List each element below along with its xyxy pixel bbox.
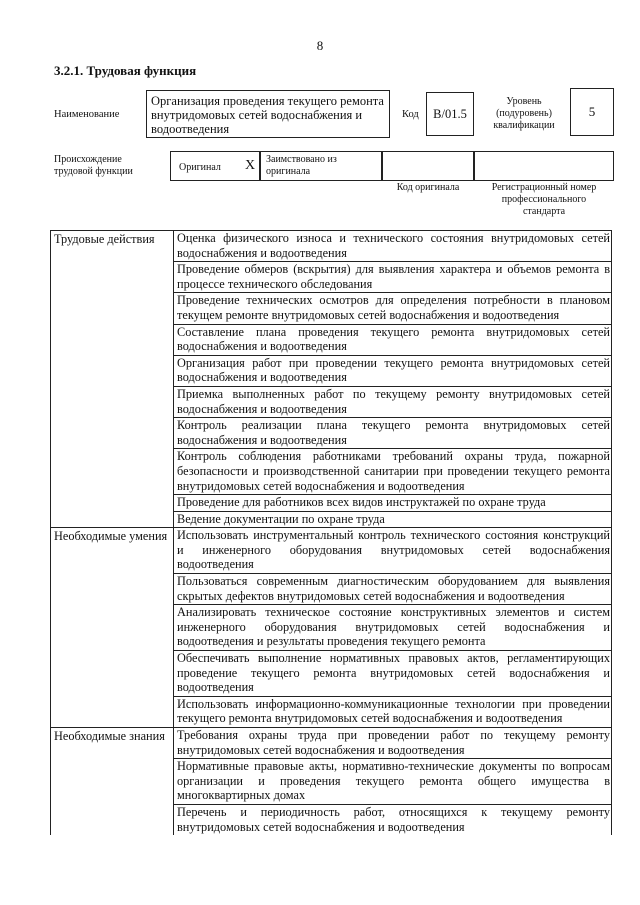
level-label: Уровень (подуровень) квалификации bbox=[493, 96, 555, 131]
code-original-box bbox=[382, 151, 474, 181]
code-original-label: Код оригинала bbox=[396, 182, 460, 193]
borrowed-label: Заимствовано из оригинала bbox=[266, 154, 337, 177]
list-item: Организация работ при проведении текущего ремонта внутридомовых сетей водоснабжения и водоотведения bbox=[174, 355, 612, 386]
table-row bbox=[51, 728, 612, 759]
original-label: Оригинал bbox=[179, 162, 221, 173]
list-item: Обеспечивать выполнение нормативных правовых актов, регламентирующих проведение текущего ремонта внутридомовых сетей водоснабжения и водоотведения bbox=[174, 651, 612, 697]
table-row bbox=[51, 231, 612, 262]
list-item: Приемка выполненных работ по текущему ремонту внутридомовых сетей водоснабжения и водоотведения bbox=[174, 386, 612, 417]
code-label: Код bbox=[402, 109, 419, 120]
list-item: Перечень и периодичность работ, относящихся к текущему ремонту внутридомовых сетей водоснабжения и водоотведения bbox=[174, 804, 612, 835]
list-item: Контроль соблюдения работниками требований охраны труда, пожарной безопасности и производственной санитарии при проведении текущего ремонта внутридомовых сетей водоснабжения и водоотведения bbox=[174, 449, 612, 495]
list-item: Использовать инструментальный контроль технического состояния конструкций и инженерного оборудования внутридомовых сетей водоснабжения водоотведения bbox=[174, 528, 612, 574]
list-item: Ведение документации по охране труда bbox=[174, 511, 612, 528]
original-cell bbox=[170, 151, 260, 181]
section-title: 3.2.1. Трудовая функция bbox=[54, 63, 197, 78]
list-item: Анализировать техническое состояние конструктивных элементов и систем инженерного оборудования внутридомовых сетей водоснабжения и водоотведения и результаты проведения текущего ремонта bbox=[174, 605, 612, 651]
list-item: Требования охраны труда при проведении работ по текущему ремонту внутридомовых сетей водоснабжения и водоотведения bbox=[174, 728, 612, 759]
list-item: Проведение обмеров (вскрытия) для выявления характера и объемов ремонта в процессе технического обследования bbox=[174, 262, 612, 293]
origin-label: Происхождение трудовой функции bbox=[54, 154, 133, 177]
list-item: Использовать информационно-коммуникационные технологии при проведении текущего ремонта внутридомовых сетей водоснабжения и водоотведения bbox=[174, 696, 612, 727]
table-row bbox=[51, 528, 612, 574]
page-number: 8 bbox=[316, 38, 324, 53]
list-item: Оценка физического износа и технического состояния внутридомовых сетей водоснабжения и водоотведения bbox=[174, 231, 612, 262]
reg-number-label: Регистрационный номер профессионального стандарта bbox=[491, 182, 597, 217]
name-label: Наименование bbox=[54, 109, 120, 120]
code-value: B/01.5 bbox=[426, 92, 474, 136]
section-title-required-skills: Необходимые умения bbox=[51, 528, 174, 728]
list-item: Нормативные правовые акты, нормативно-технические документы по вопросам организации и проведения текущего ремонта общего имущества в многоквартирных домах bbox=[174, 759, 612, 805]
labor-function-table bbox=[50, 230, 612, 835]
section-title-labor-actions: Трудовые действия bbox=[51, 231, 174, 528]
borrowed-cell bbox=[260, 151, 382, 181]
level-value: 5 bbox=[570, 88, 614, 136]
list-item: Составление плана проведения текущего ремонта внутридомовых сетей водоснабжения и водоотведения bbox=[174, 324, 612, 355]
section-title-required-knowledge: Необходимые знания bbox=[51, 728, 174, 836]
original-mark: X bbox=[245, 158, 256, 173]
list-item: Проведение технических осмотров для определения потребности в плановом текущем ремонте внутридомовых сетей водоснабжения и водоотведения bbox=[174, 293, 612, 324]
function-name: Организация проведения текущего ремонта внутридомовых сетей водоснабжения и водоотведения bbox=[146, 90, 390, 138]
reg-number-box bbox=[474, 151, 614, 181]
list-item: Пользоваться современным диагностическим оборудованием для выявления скрытых дефектов внутридомовых сетей водоснабжения и водоотведения bbox=[174, 574, 612, 605]
list-item: Проведение для работников всех видов инструктажей по охране труда bbox=[174, 495, 612, 512]
list-item: Контроль реализации плана текущего ремонта внутридомовых сетей водоснабжения и водоотведения bbox=[174, 418, 612, 449]
